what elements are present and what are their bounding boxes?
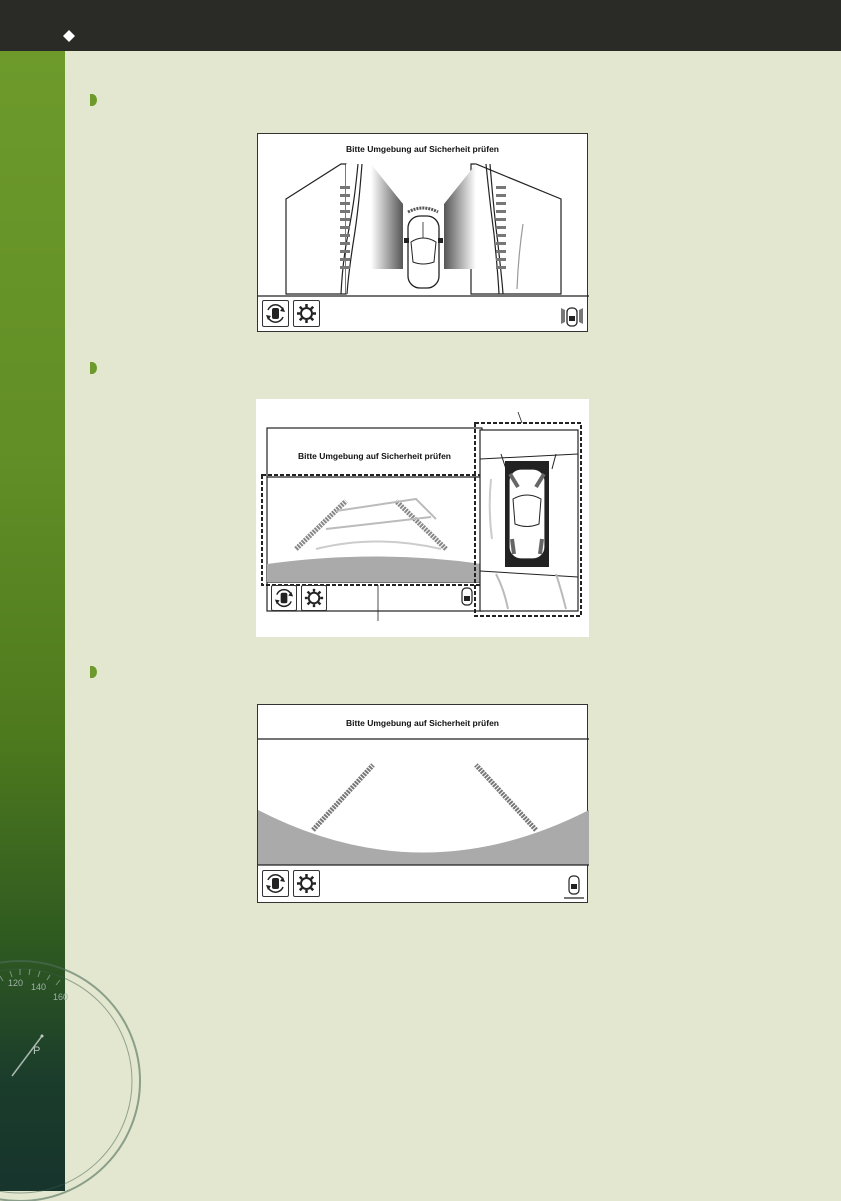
camera-screen-wide-view: [257, 704, 588, 903]
camera-screen-side-view: [257, 133, 588, 332]
screen-message: Bitte Umgebung auf Sicherheit prüfen: [297, 451, 451, 461]
switch-view-button[interactable]: [271, 585, 297, 611]
sidebar: [0, 51, 69, 1191]
settings-button[interactable]: [301, 585, 327, 611]
bullet-icon: [90, 666, 97, 678]
car-side-view-icon: [559, 302, 585, 328]
view-switch-icon: [263, 871, 288, 896]
speedometer-icon: [0, 881, 65, 1201]
switch-view-button[interactable]: [262, 870, 289, 897]
gear-icon: [302, 586, 326, 610]
gauge-tick-140: 140: [31, 982, 47, 992]
gauge-tick-160: 160: [53, 992, 69, 1002]
header-bar: [0, 0, 841, 51]
screen-message: Bitte Umgebung auf Sicherheit prüfen: [345, 718, 499, 728]
bullet-icon: [90, 94, 97, 106]
diamond-icon: [63, 30, 75, 42]
gear-icon: [294, 871, 319, 896]
settings-button[interactable]: [293, 300, 320, 327]
gear-icon: [294, 301, 319, 326]
screen-message: Bitte Umgebung auf Sicherheit prüfen: [345, 144, 499, 154]
gauge-tick-120: 120: [8, 978, 24, 988]
switch-view-button[interactable]: [262, 300, 289, 327]
screen-2-frame: [256, 399, 589, 637]
bullet-icon: [90, 362, 97, 374]
view-switch-icon: [263, 301, 288, 326]
settings-button[interactable]: [293, 870, 320, 897]
view-switch-icon: [272, 586, 296, 610]
gear-indicator: P: [33, 1045, 41, 1057]
